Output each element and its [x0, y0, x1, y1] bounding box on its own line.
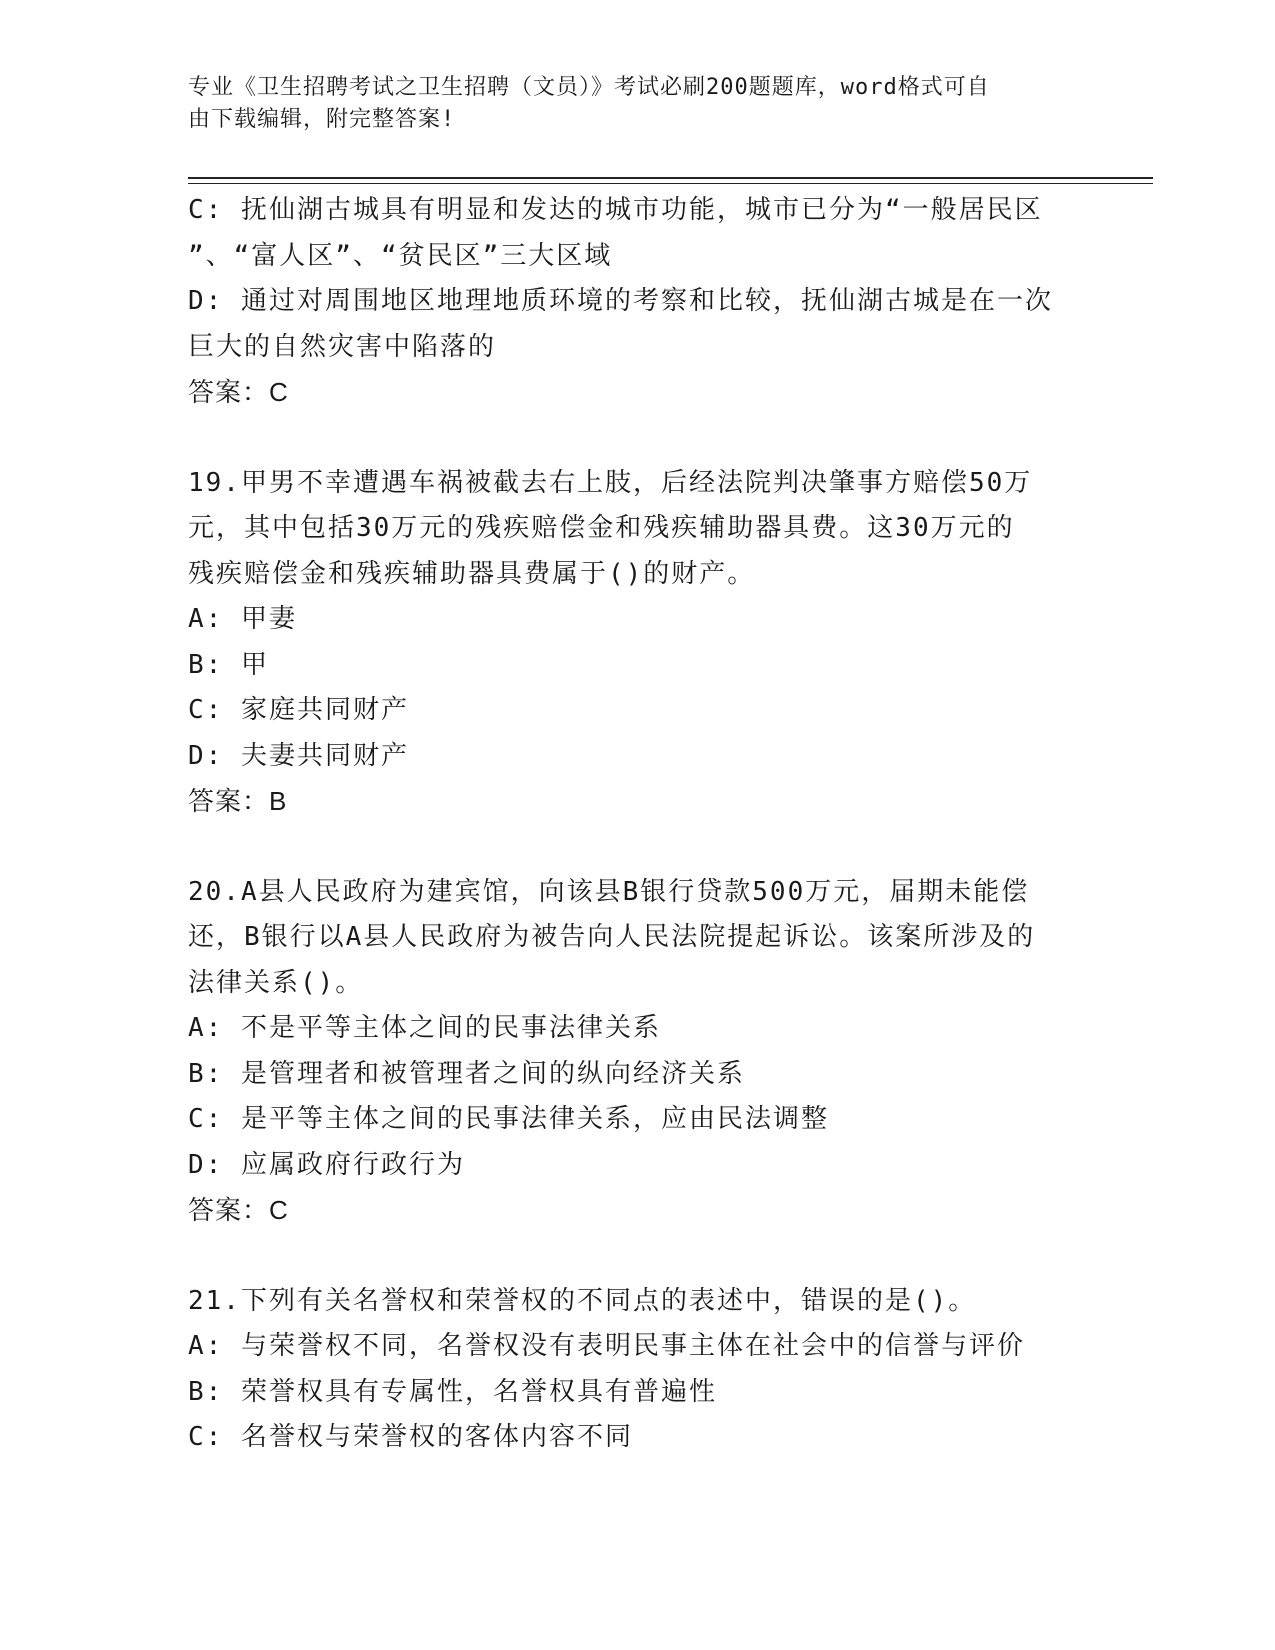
answer: 答案：C [188, 377, 289, 407]
option-a: A: 甲妻 [188, 604, 297, 634]
spacer [188, 825, 1088, 870]
question-stem-line: 19.甲男不幸遭遇车祸被截去右上肢，后经法院判决肇事方赔偿50万 [188, 467, 1033, 498]
option-c: C: 是平等主体之间的民事法律关系，应由民法调整 [188, 1104, 829, 1134]
question-stem-line: 法律关系()。 [188, 967, 364, 998]
question-18-continued [188, 188, 1088, 416]
option-b: B: 甲 [188, 649, 269, 680]
question-list [188, 188, 1088, 1461]
question-stem-line: 还，B银行以A县人民政府为被告向人民法院提起诉讼。该案所涉及的 [188, 922, 1036, 952]
option-a: A: 与荣誉权不同，名誉权没有表明民事主体在社会中的信誉与评价 [188, 1331, 1025, 1361]
option-c-line-1: C: 抚仙湖古城具有明显和发达的城市功能，城市已分为“一般居民区 [188, 195, 1043, 225]
header-title-line-2: 由下载编辑，附完整答案! [188, 107, 456, 132]
option-b: B: 荣誉权具有专属性，名誉权具有普遍性 [188, 1376, 717, 1407]
question-19 [188, 461, 1088, 825]
question-stem-line: 21.下列有关名誉权和荣誉权的不同点的表述中，错误的是()。 [188, 1285, 977, 1316]
answer: 答案：C [188, 1195, 289, 1225]
answer: 答案：B [188, 786, 288, 816]
option-b: B: 是管理者和被管理者之间的纵向经济关系 [188, 1058, 745, 1089]
question-stem-line: 20.A县人民政府为建宾馆，向该县B银行贷款500万元，届期未能偿 [188, 876, 1030, 907]
question-stem-line: 残疾赔偿金和残疾辅助器具费属于()的财产。 [188, 558, 756, 589]
spacer [188, 416, 1088, 461]
option-d-line-1: D: 通过对周围地区地理地质环境的考察和比较，抚仙湖古城是在一次 [188, 286, 1053, 316]
option-c: C: 家庭共同财产 [188, 695, 409, 725]
spacer [188, 1234, 1088, 1279]
header-rule-thin [188, 183, 1153, 184]
option-d-line-2: 巨大的自然灾害中陷落的 [188, 331, 497, 362]
option-a: A: 不是平等主体之间的民事法律关系 [188, 1013, 661, 1043]
document-header [188, 72, 1088, 136]
header-title-line-1: 专业《卫生招聘考试之卫生招聘（文员）》考试必刷200题题库，word格式可自 [188, 75, 990, 100]
question-21 [188, 1279, 1088, 1461]
question-20 [188, 870, 1088, 1234]
question-stem-line: 元，其中包括30万元的残疾赔偿金和残疾辅助器具费。这30万元的 [188, 513, 1015, 543]
header-rule-thick [188, 177, 1153, 179]
option-c: C: 名誉权与荣誉权的客体内容不同 [188, 1422, 633, 1452]
option-c-line-2: ”、“富人区”、“贫民区”三大区域 [188, 240, 613, 271]
option-d: D: 应属政府行政行为 [188, 1149, 465, 1180]
option-d: D: 夫妻共同财产 [188, 740, 409, 771]
